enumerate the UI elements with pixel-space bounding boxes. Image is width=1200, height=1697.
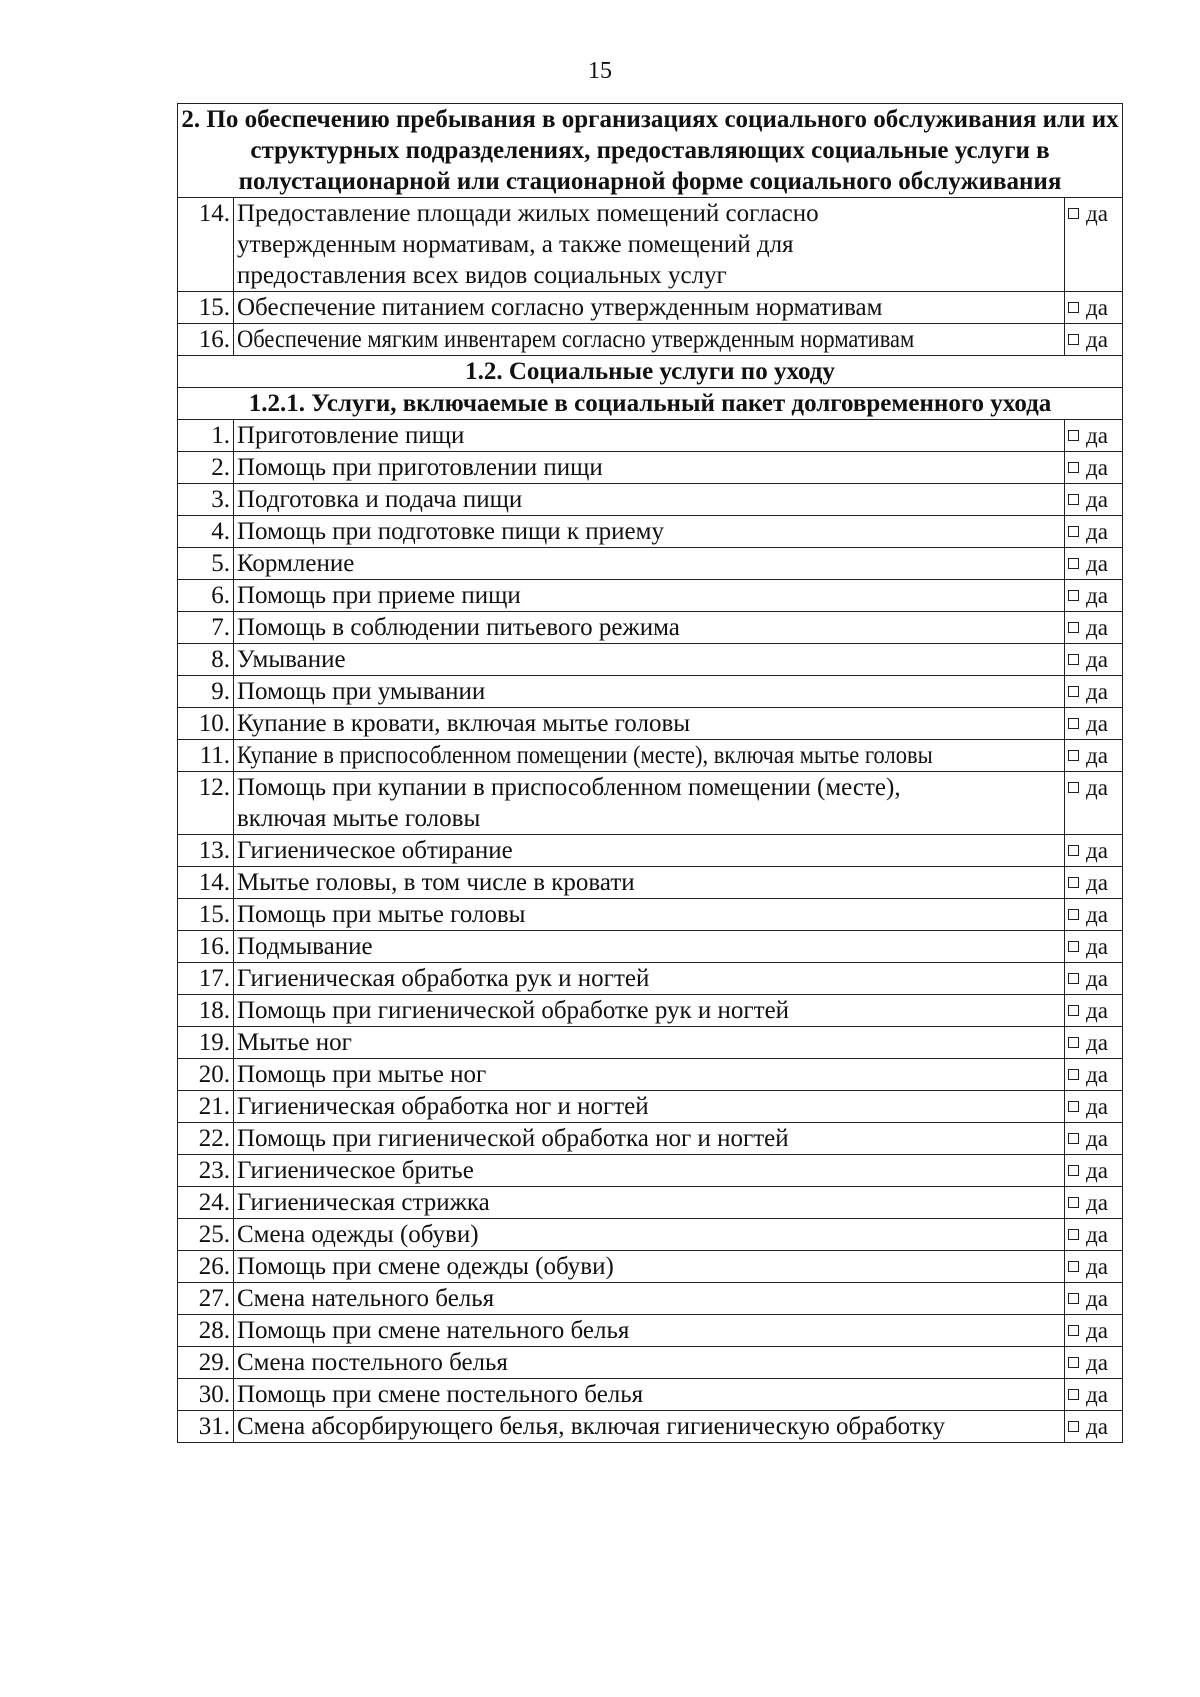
row-text: Гигиеническая обработка ног и ногтей: [234, 1091, 1065, 1123]
section-2-header-row: [178, 104, 1123, 198]
table-row: [178, 1315, 1123, 1347]
checkbox-cell[interactable]: [1065, 772, 1123, 835]
checkbox-cell[interactable]: [1065, 324, 1123, 356]
row-number: 27.: [178, 1283, 234, 1315]
checkbox-cell[interactable]: [1065, 963, 1123, 995]
checkbox-cell[interactable]: [1065, 740, 1123, 772]
table-row: [178, 835, 1123, 867]
table-row: [178, 1219, 1123, 1251]
table-row: [178, 1059, 1123, 1091]
row-text: Подмывание: [234, 931, 1065, 963]
checkbox-icon[interactable]: [1068, 1133, 1079, 1144]
table-row: [178, 292, 1123, 324]
table-row: [178, 484, 1123, 516]
checkbox-label: да: [1086, 1414, 1108, 1439]
checkbox-icon[interactable]: [1068, 1069, 1079, 1080]
row-number: 22.: [178, 1123, 234, 1155]
checkbox-icon[interactable]: [1068, 1101, 1079, 1112]
checkbox-label: да: [1086, 743, 1108, 768]
table-row: [178, 1283, 1123, 1315]
checkbox-label: да: [1086, 647, 1108, 672]
table-row: [178, 644, 1123, 676]
row-number: 3.: [178, 484, 234, 516]
table-row: [178, 1347, 1123, 1379]
row-text-content: Обеспечение мягким инвентарем согласно утвержденным нормативам: [237, 326, 915, 353]
row-text: Мытье ног: [234, 1027, 1065, 1059]
table-row: [178, 420, 1123, 452]
row-text: Смена постельного белья: [234, 1347, 1065, 1379]
row-text: Умывание: [234, 644, 1065, 676]
table-row: [178, 1379, 1123, 1411]
checkbox-cell[interactable]: [1065, 835, 1123, 867]
row-text: Обеспечение питанием согласно утвержденным нормативам: [234, 292, 1065, 324]
row-text: Помощь при гигиенической обработка ног и ногтей: [234, 1123, 1065, 1155]
checkbox-label: да: [1086, 1062, 1108, 1087]
checkbox-cell[interactable]: [1065, 580, 1123, 612]
checkbox-label: да: [1086, 1158, 1108, 1183]
section-1-2-1-header-row: [178, 388, 1123, 420]
row-text: Предоставление площади жилых помещений согласно утвержденным нормативам, а также помещений для предоставления всех видов социальных услуг: [234, 198, 1065, 292]
checkbox-label: да: [1086, 423, 1108, 448]
table-row: [178, 1187, 1123, 1219]
checkbox-icon[interactable]: [1068, 430, 1079, 441]
row-number: 24.: [178, 1187, 234, 1219]
table-row: [178, 1091, 1123, 1123]
checkbox-icon[interactable]: [1068, 1037, 1079, 1048]
row-number: 2.: [178, 452, 234, 484]
checkbox-cell[interactable]: [1065, 1251, 1123, 1283]
checkbox-cell[interactable]: [1065, 198, 1123, 292]
checkbox-label: да: [1086, 966, 1108, 991]
checkbox-icon[interactable]: [1068, 526, 1079, 537]
checkbox-cell[interactable]: [1065, 1219, 1123, 1251]
checkbox-label: да: [1086, 1094, 1108, 1119]
table-row: [178, 772, 1123, 835]
row-number: 17.: [178, 963, 234, 995]
checkbox-icon[interactable]: [1068, 1325, 1079, 1336]
checkbox-label: да: [1086, 1254, 1108, 1279]
checkbox-icon[interactable]: [1068, 845, 1079, 856]
row-text: [234, 740, 1065, 772]
table-row: [178, 516, 1123, 548]
checkbox-icon[interactable]: [1068, 1389, 1079, 1400]
row-number: 16.: [178, 931, 234, 963]
row-number: 8.: [178, 644, 234, 676]
section-1-2-header-row: [178, 356, 1123, 388]
row-number: 26.: [178, 1251, 234, 1283]
row-text: Купание в кровати, включая мытье головы: [234, 708, 1065, 740]
checkbox-label: да: [1086, 1190, 1108, 1215]
checkbox-label: да: [1086, 1126, 1108, 1151]
row-number: 7.: [178, 612, 234, 644]
checkbox-icon[interactable]: [1068, 686, 1079, 697]
row-number: 23.: [178, 1155, 234, 1187]
checkbox-label: да: [1086, 679, 1108, 704]
row-text: Помощь в соблюдении питьевого режима: [234, 612, 1065, 644]
row-text: Гигиеническая обработка рук и ногтей: [234, 963, 1065, 995]
row-text-content: Купание в приспособленном помещении (месте), включая мытье головы: [237, 742, 933, 769]
checkbox-icon[interactable]: [1068, 1261, 1079, 1272]
checkbox-cell[interactable]: [1065, 1155, 1123, 1187]
row-text: Смена нательного белья: [234, 1283, 1065, 1315]
checkbox-label: да: [1086, 1286, 1108, 1311]
section-1-2-heading: 1.2. Социальные услуги по уходу: [178, 356, 1123, 388]
checkbox-icon[interactable]: [1068, 750, 1079, 761]
row-text: Помощь при смене одежды (обуви): [234, 1251, 1065, 1283]
table-row: [178, 1411, 1123, 1443]
row-text: Помощь при смене постельного белья: [234, 1379, 1065, 1411]
checkbox-icon[interactable]: [1068, 877, 1079, 888]
checkbox-icon[interactable]: [1068, 941, 1079, 952]
checkbox-cell[interactable]: [1065, 708, 1123, 740]
table-row: [178, 1123, 1123, 1155]
row-text: Помощь при умывании: [234, 676, 1065, 708]
row-number: 13.: [178, 835, 234, 867]
checkbox-cell[interactable]: [1065, 612, 1123, 644]
row-number: 14.: [178, 867, 234, 899]
checkbox-cell[interactable]: [1065, 548, 1123, 580]
checkbox-icon[interactable]: [1068, 1229, 1079, 1240]
row-text: Помощь при мытье ног: [234, 1059, 1065, 1091]
checkbox-icon[interactable]: [1068, 909, 1079, 920]
row-text: Гигиеническое обтирание: [234, 835, 1065, 867]
row-text: Помощь при приготовлении пищи: [234, 452, 1065, 484]
checkbox-icon[interactable]: [1068, 973, 1079, 984]
row-number: 12.: [178, 772, 234, 835]
row-number: 5.: [178, 548, 234, 580]
checkbox-icon[interactable]: [1068, 1005, 1079, 1016]
checkbox-label: да: [1086, 327, 1108, 352]
checkbox-label: да: [1086, 775, 1108, 800]
checkbox-icon[interactable]: [1068, 590, 1079, 601]
checkbox-label: да: [1086, 615, 1108, 640]
checkbox-cell[interactable]: [1065, 1347, 1123, 1379]
table-row: [178, 867, 1123, 899]
checkbox-label: да: [1086, 902, 1108, 927]
checkbox-cell[interactable]: [1065, 676, 1123, 708]
table-row: [178, 1027, 1123, 1059]
row-number: 30.: [178, 1379, 234, 1411]
row-number: 18.: [178, 995, 234, 1027]
checkbox-label: да: [1086, 838, 1108, 863]
row-text: Помощь при купании в приспособленном помещении (месте), включая мытье головы: [234, 772, 1065, 835]
table-row: [178, 1155, 1123, 1187]
checkbox-label: да: [1086, 1318, 1108, 1343]
row-text: Гигиеническое бритье: [234, 1155, 1065, 1187]
checkbox-label: да: [1086, 455, 1108, 480]
checkbox-icon[interactable]: [1068, 1165, 1079, 1176]
checkbox-cell[interactable]: [1065, 1187, 1123, 1219]
row-number: 19.: [178, 1027, 234, 1059]
page-number: 15: [588, 58, 612, 84]
row-number: 31.: [178, 1411, 234, 1443]
table-row: [178, 740, 1123, 772]
row-number: 21.: [178, 1091, 234, 1123]
row-number: 14.: [178, 198, 234, 292]
checkbox-cell[interactable]: [1065, 292, 1123, 324]
checkbox-label: да: [1086, 934, 1108, 959]
checkbox-icon[interactable]: [1068, 1293, 1079, 1304]
row-text: Смена абсорбирующего белья, включая гигиеническую обработку: [234, 1411, 1065, 1443]
row-text: Помощь при мытье головы: [234, 899, 1065, 931]
table-row: [178, 1251, 1123, 1283]
checkbox-cell[interactable]: [1065, 1411, 1123, 1443]
checkbox-cell[interactable]: [1065, 420, 1123, 452]
checkbox-cell[interactable]: [1065, 1315, 1123, 1347]
checkbox-cell[interactable]: [1065, 995, 1123, 1027]
table-row: [178, 931, 1123, 963]
checkbox-cell[interactable]: [1065, 1379, 1123, 1411]
row-number: 15.: [178, 899, 234, 931]
row-number: 10.: [178, 708, 234, 740]
checkbox-icon[interactable]: [1068, 558, 1079, 569]
row-text: Помощь при гигиенической обработке рук и ногтей: [234, 995, 1065, 1027]
row-number: 11.: [178, 740, 234, 772]
row-text: Смена одежды (обуви): [234, 1219, 1065, 1251]
checkbox-icon[interactable]: [1068, 782, 1079, 793]
table-row: [178, 198, 1123, 292]
checkbox-label: да: [1086, 551, 1108, 576]
row-number: 29.: [178, 1347, 234, 1379]
row-number: 4.: [178, 516, 234, 548]
section-1-2-1-heading: 1.2.1. Услуги, включаемые в социальный пакет долговременного ухода: [178, 388, 1123, 420]
checkbox-cell[interactable]: [1065, 1123, 1123, 1155]
row-number: 1.: [178, 420, 234, 452]
checkbox-icon[interactable]: [1068, 334, 1079, 345]
row-text: [234, 324, 1065, 356]
row-number: 28.: [178, 1315, 234, 1347]
section-2-heading: 2. По обеспечению пребывания в организациях социального обслуживания или их структурных подразделениях, предоставляющих социальные услуги в полустационарной или стационарной форме социального обслуживания: [178, 104, 1123, 198]
checkbox-cell[interactable]: [1065, 452, 1123, 484]
checkbox-icon[interactable]: [1068, 208, 1079, 219]
table-row: [178, 324, 1123, 356]
checkbox-icon[interactable]: [1068, 1197, 1079, 1208]
checkbox-label: да: [1086, 998, 1108, 1023]
checkbox-cell[interactable]: [1065, 867, 1123, 899]
row-text: Помощь при приеме пищи: [234, 580, 1065, 612]
checkbox-label: да: [1086, 487, 1108, 512]
checkbox-label: да: [1086, 1030, 1108, 1055]
row-number: 6.: [178, 580, 234, 612]
row-number: 9.: [178, 676, 234, 708]
checkbox-label: да: [1086, 711, 1108, 736]
checkbox-label: да: [1086, 519, 1108, 544]
checkbox-label: да: [1086, 1382, 1108, 1407]
checkbox-icon[interactable]: [1068, 494, 1079, 505]
row-number: 20.: [178, 1059, 234, 1091]
checkbox-icon[interactable]: [1068, 1357, 1079, 1368]
checkbox-cell[interactable]: [1065, 899, 1123, 931]
row-number: 25.: [178, 1219, 234, 1251]
checkbox-cell[interactable]: [1065, 644, 1123, 676]
checkbox-label: да: [1086, 295, 1108, 320]
checkbox-cell[interactable]: [1065, 1027, 1123, 1059]
table-row: [178, 612, 1123, 644]
checkbox-cell[interactable]: [1065, 931, 1123, 963]
checkbox-label: да: [1086, 870, 1108, 895]
checkbox-label: да: [1086, 201, 1108, 226]
row-text: Подготовка и подача пищи: [234, 484, 1065, 516]
table-row: [178, 548, 1123, 580]
checkbox-icon[interactable]: [1068, 462, 1079, 473]
checkbox-cell[interactable]: [1065, 1283, 1123, 1315]
row-number: 16.: [178, 324, 234, 356]
row-text: Кормление: [234, 548, 1065, 580]
table-row: [178, 708, 1123, 740]
checkbox-label: да: [1086, 1350, 1108, 1375]
table-row: [178, 899, 1123, 931]
row-text: Гигиеническая стрижка: [234, 1187, 1065, 1219]
row-text: Приготовление пищи: [234, 420, 1065, 452]
checkbox-icon[interactable]: [1068, 302, 1079, 313]
row-text: Помощь при подготовке пищи к приему: [234, 516, 1065, 548]
row-text: Помощь при смене нательного белья: [234, 1315, 1065, 1347]
row-number: 15.: [178, 292, 234, 324]
checkbox-icon[interactable]: [1068, 718, 1079, 729]
row-text: Мытье головы, в том числе в кровати: [234, 867, 1065, 899]
care-services-list: [178, 420, 1123, 1443]
services-table: [177, 103, 1123, 1443]
checkbox-icon[interactable]: [1068, 1421, 1079, 1432]
checkbox-icon[interactable]: [1068, 654, 1079, 665]
checkbox-cell[interactable]: [1065, 516, 1123, 548]
checkbox-cell[interactable]: [1065, 484, 1123, 516]
table-row: [178, 452, 1123, 484]
checkbox-label: да: [1086, 1222, 1108, 1247]
checkbox-label: да: [1086, 583, 1108, 608]
checkbox-icon[interactable]: [1068, 622, 1079, 633]
checkbox-cell[interactable]: [1065, 1091, 1123, 1123]
table-row: [178, 676, 1123, 708]
table-row: [178, 963, 1123, 995]
table-row: [178, 995, 1123, 1027]
table-row: [178, 580, 1123, 612]
checkbox-cell[interactable]: [1065, 1059, 1123, 1091]
